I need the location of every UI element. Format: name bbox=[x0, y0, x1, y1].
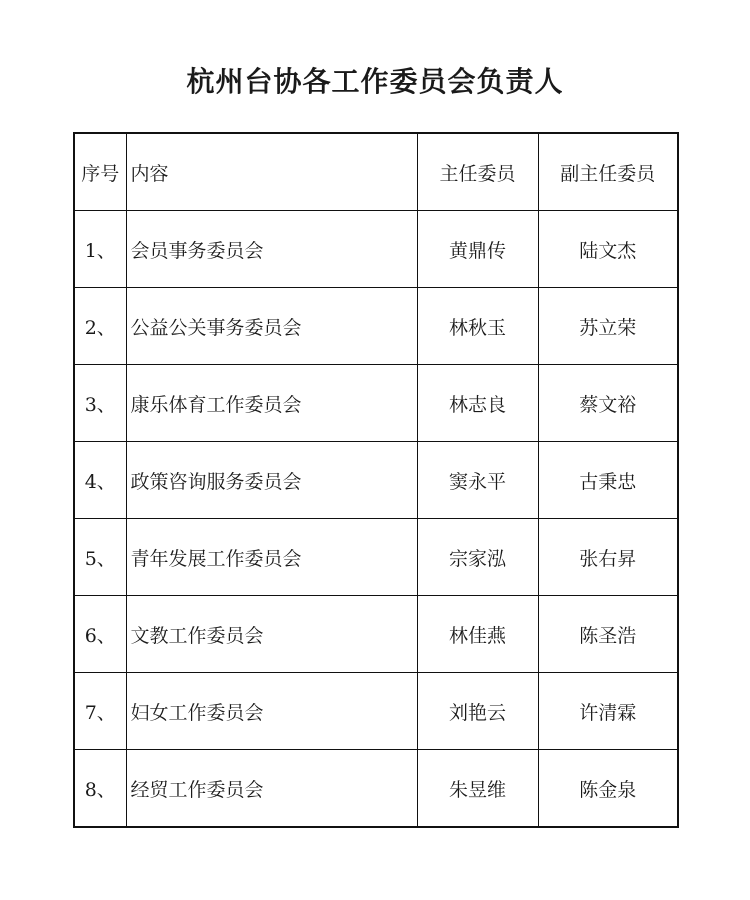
row-deputy: 张右昇 bbox=[538, 519, 678, 596]
row-no: 1、 bbox=[74, 211, 126, 288]
row-no: 2、 bbox=[74, 288, 126, 365]
row-content: 公益公关事务委员会 bbox=[126, 288, 417, 365]
row-content: 康乐体育工作委员会 bbox=[126, 365, 417, 442]
row-content: 妇女工作委员会 bbox=[126, 673, 417, 750]
row-no: 5、 bbox=[74, 519, 126, 596]
header-no: 序号 bbox=[74, 133, 126, 211]
header-content: 内容 bbox=[126, 133, 417, 211]
table-row bbox=[74, 519, 678, 596]
row-deputy: 陈金泉 bbox=[538, 750, 678, 828]
row-deputy: 陆文杰 bbox=[538, 211, 678, 288]
row-no: 7、 bbox=[74, 673, 126, 750]
row-no: 4、 bbox=[74, 442, 126, 519]
row-director: 刘艳云 bbox=[417, 673, 538, 750]
header-deputy: 副主任委员 bbox=[538, 133, 678, 211]
row-director: 林志良 bbox=[417, 365, 538, 442]
row-content: 政策咨询服务委员会 bbox=[126, 442, 417, 519]
row-content: 文教工作委员会 bbox=[126, 596, 417, 673]
row-director: 朱昱维 bbox=[417, 750, 538, 828]
row-content: 会员事务委员会 bbox=[126, 211, 417, 288]
row-deputy: 许清霖 bbox=[538, 673, 678, 750]
row-director: 林秋玉 bbox=[417, 288, 538, 365]
row-director: 黄鼎传 bbox=[417, 211, 538, 288]
row-deputy: 陈圣浩 bbox=[538, 596, 678, 673]
table-row bbox=[74, 365, 678, 442]
header-director: 主任委员 bbox=[417, 133, 538, 211]
committee-table bbox=[73, 132, 679, 828]
row-deputy: 蔡文裕 bbox=[538, 365, 678, 442]
row-content: 青年发展工作委员会 bbox=[126, 519, 417, 596]
table-row bbox=[74, 750, 678, 828]
row-deputy: 苏立荣 bbox=[538, 288, 678, 365]
page-title: 杭州台协各工作委员会负责人 bbox=[186, 65, 564, 98]
table-row bbox=[74, 596, 678, 673]
row-no: 6、 bbox=[74, 596, 126, 673]
row-director: 宗家泓 bbox=[417, 519, 538, 596]
row-deputy: 古秉忠 bbox=[538, 442, 678, 519]
row-content: 经贸工作委员会 bbox=[126, 750, 417, 828]
table-row bbox=[74, 288, 678, 365]
table-header-row bbox=[74, 133, 678, 211]
table-row bbox=[74, 442, 678, 519]
row-no: 8、 bbox=[74, 750, 126, 828]
row-director: 窦永平 bbox=[417, 442, 538, 519]
table-row bbox=[74, 211, 678, 288]
row-no: 3、 bbox=[74, 365, 126, 442]
table-row bbox=[74, 673, 678, 750]
row-director: 林佳燕 bbox=[417, 596, 538, 673]
